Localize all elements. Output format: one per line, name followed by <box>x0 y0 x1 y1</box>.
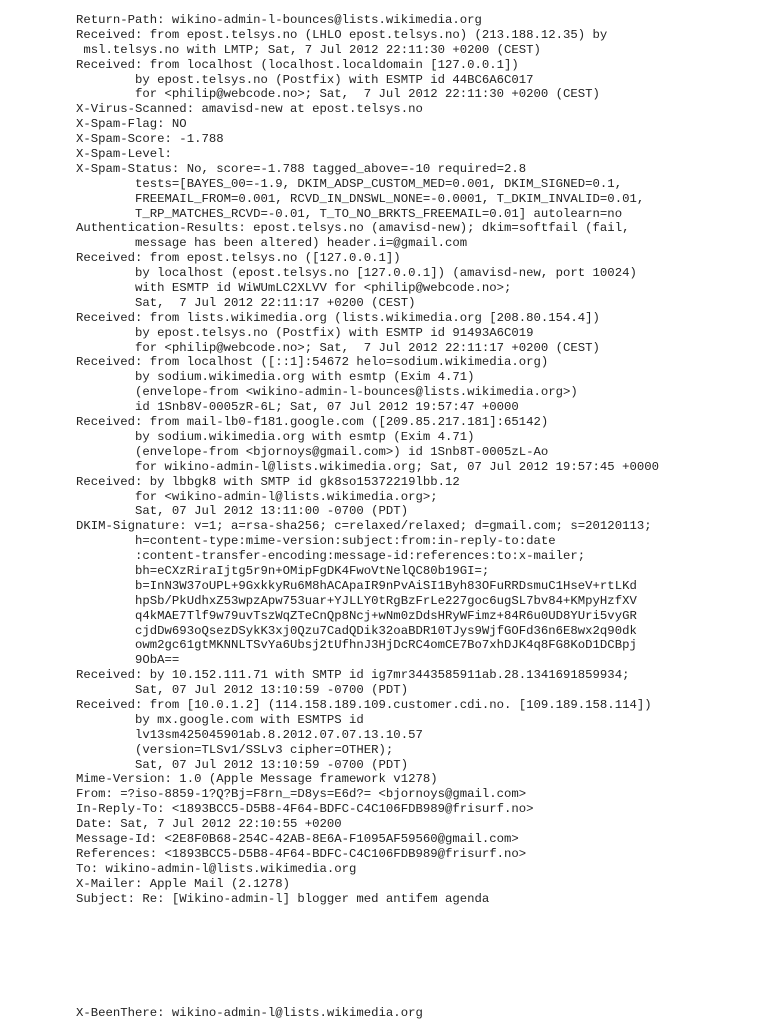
header-line: X-Spam-Score: -1.788 <box>76 132 224 147</box>
header-line: To: wikino-admin-l@lists.wikimedia.org <box>76 861 357 876</box>
header-line: 9ObA== <box>76 653 180 668</box>
header-line: h=content-type:mime-version:subject:from:in-reply-to:date <box>76 534 556 549</box>
header-line: cjdDw693oQsezDSykK3xj0Qzu7CadQDik32oaBDR10TJys9WjfGOFd36n6E8wx2q90dk <box>76 623 637 638</box>
header-line: X-Spam-Status: No, score=-1.788 tagged_above=-10 required=2.8 <box>76 161 527 176</box>
email-header-block <box>76 13 659 906</box>
header-line: with ESMTP id WiWUmLC2XLVV for <philip@webcode.no>; <box>76 281 512 296</box>
header-line: Sat, 07 Jul 2012 13:10:59 -0700 (PDT) <box>76 683 409 698</box>
header-line: for <wikino-admin-l@lists.wikimedia.org>; <box>76 489 438 504</box>
header-line: Received: from mail-lb0-f181.google.com ([209.85.217.181]:65142) <box>76 415 549 430</box>
header-line: Message-Id: <2E8F0B68-254C-42AB-8E6A-F1095AF59560@gmail.com> <box>76 831 519 846</box>
header-line: X-Spam-Level: <box>76 147 172 162</box>
header-line: by sodium.wikimedia.org with esmtp (Exim 4.71) <box>76 429 475 444</box>
header-line: Received: from epost.telsys.no (LHLO epost.telsys.no) (213.188.12.35) by <box>76 27 608 42</box>
header-line: by sodium.wikimedia.org with esmtp (Exim 4.71) <box>76 370 475 385</box>
header-line: by mx.google.com with ESMTPS id <box>76 712 364 727</box>
header-line: References: <1893BCC5-D5B8-4F64-BDFC-C4C106FDB989@frisurf.no> <box>76 846 527 861</box>
header-line: FREEMAIL_FROM=0.001, RCVD_IN_DNSWL_NONE=-0.0001, T_DKIM_INVALID=0.01, <box>76 191 645 206</box>
header-line: (version=TLSv1/SSLv3 cipher=OTHER); <box>76 742 394 757</box>
header-line: Received: by 10.152.111.71 with SMTP id ig7mr3443585911ab.28.1341691859934; <box>76 668 630 683</box>
header-line: Sat, 7 Jul 2012 22:11:17 +0200 (CEST) <box>76 295 416 310</box>
header-line: X-Virus-Scanned: amavisd-new at epost.telsys.no <box>76 102 423 117</box>
header-line: owm2gc61gtMKNNLTSvYa6Ubsj2tUfhnJ3HjDcRC4omCE7Bo7xhDJK4q8FG8KoD1DCBpj <box>76 638 637 653</box>
header-line: DKIM-Signature: v=1; a=rsa-sha256; c=relaxed/relaxed; d=gmail.com; s=20120113; <box>76 519 652 534</box>
header-line: b=InN3W37oUPL+9GxkkyRu6M8hACApaIR9nPvAiSI1Byh83OFuRRDsmuC1HseV+rtLKd <box>76 578 637 593</box>
header-line: Sat, 07 Jul 2012 13:10:59 -0700 (PDT) <box>76 757 409 772</box>
header-line: Date: Sat, 7 Jul 2012 22:10:55 +0200 <box>76 817 342 832</box>
header-line: tests=[BAYES_00=-1.9, DKIM_ADSP_CUSTOM_MED=0.001, DKIM_SIGNED=0.1, <box>76 176 623 191</box>
header-line: hpSb/PkUdhxZ53wpzApw753uar+YJLLY0tRgBzFrLe227goc6ugSL7bv84+KMpyHzfXV <box>76 593 637 608</box>
header-line: message has been altered) header.i=@gmail.com <box>76 236 468 251</box>
header-line: id 1Snb8V-0005zR-6L; Sat, 07 Jul 2012 19:57:47 +0000 <box>76 400 519 415</box>
header-line: for <philip@webcode.no>; Sat, 7 Jul 2012 22:11:17 +0200 (CEST) <box>76 340 600 355</box>
x-beenthere-header-line: X-BeenThere: wikino-admin-l@lists.wikimedia.org <box>76 1006 423 1020</box>
header-line: T_RP_MATCHES_RCVD=-0.01, T_TO_NO_BRKTS_FREEMAIL=0.01] autolearn=no <box>76 206 623 221</box>
header-line: lv13sm425045901ab.8.2012.07.07.13.10.57 <box>76 727 423 742</box>
header-line: by localhost (epost.telsys.no [127.0.0.1]) (amavisd-new, port 10024) <box>76 266 637 281</box>
header-line: Authentication-Results: epost.telsys.no (amavisd-new); dkim=softfail (fail, <box>76 221 630 236</box>
header-line: From: =?iso-8859-1?Q?Bj=F8rn_=D8ys=E6d?= <bjornoys@gmail.com> <box>76 787 527 802</box>
header-line: Received: by lbbgk8 with SMTP id gk8so15372219lbb.12 <box>76 474 460 489</box>
header-line: by epost.telsys.no (Postfix) with ESMTP id 44BC6A6C017 <box>76 72 534 87</box>
header-line: Mime-Version: 1.0 (Apple Message framework v1278) <box>76 772 438 787</box>
header-line: bh=eCXzRiraIjtg5r9n+OMipFgDK4FwoVtNelQC80b19GI=; <box>76 563 490 578</box>
header-line: by epost.telsys.no (Postfix) with ESMTP id 91493A6C019 <box>76 325 534 340</box>
header-line: Received: from [10.0.1.2] (114.158.189.109.customer.cdi.no. [109.189.158.114]) <box>76 697 652 712</box>
header-line: for <philip@webcode.no>; Sat, 7 Jul 2012 22:11:30 +0200 (CEST) <box>76 87 600 102</box>
header-line: Received: from localhost (localhost.localdomain [127.0.0.1]) <box>76 57 519 72</box>
header-line: Return-Path: wikino-admin-l-bounces@lists.wikimedia.org <box>76 13 482 27</box>
header-line: for wikino-admin-l@lists.wikimedia.org; Sat, 07 Jul 2012 19:57:45 +0000 <box>76 459 659 474</box>
header-line: Received: from lists.wikimedia.org (lists.wikimedia.org [208.80.154.4]) <box>76 310 600 325</box>
header-line: :content-transfer-encoding:message-id:references:to:x-mailer; <box>76 549 586 564</box>
header-line: Received: from epost.telsys.no ([127.0.0.1]) <box>76 251 401 266</box>
header-line: q4kMAE7Tlf9w79uvTszWqZTeCnQp8Ncj+wNm0zDdsHRyWFimz+84R6u0UD8YUri5vyGR <box>76 608 637 623</box>
header-line: (envelope-from <wikino-admin-l-bounces@lists.wikimedia.org>) <box>76 385 578 400</box>
header-line: X-Mailer: Apple Mail (2.1278) <box>76 876 291 891</box>
header-line: Sat, 07 Jul 2012 13:11:00 -0700 (PDT) <box>76 504 409 519</box>
header-line: Subject: Re: [Wikino-admin-l] blogger med antifem agenda <box>76 891 490 906</box>
header-line: In-Reply-To: <1893BCC5-D5B8-4F64-BDFC-C4C106FDB989@frisurf.no> <box>76 802 534 817</box>
header-line: (envelope-from <bjornoys@gmail.com>) id 1Snb8T-0005zL-Ao <box>76 444 549 459</box>
header-line: X-Spam-Flag: NO <box>76 117 187 132</box>
header-line: Received: from localhost ([::1]:54672 helo=sodium.wikimedia.org) <box>76 355 549 370</box>
header-line: msl.telsys.no with LMTP; Sat, 7 Jul 2012 22:11:30 +0200 (CEST) <box>76 42 541 57</box>
